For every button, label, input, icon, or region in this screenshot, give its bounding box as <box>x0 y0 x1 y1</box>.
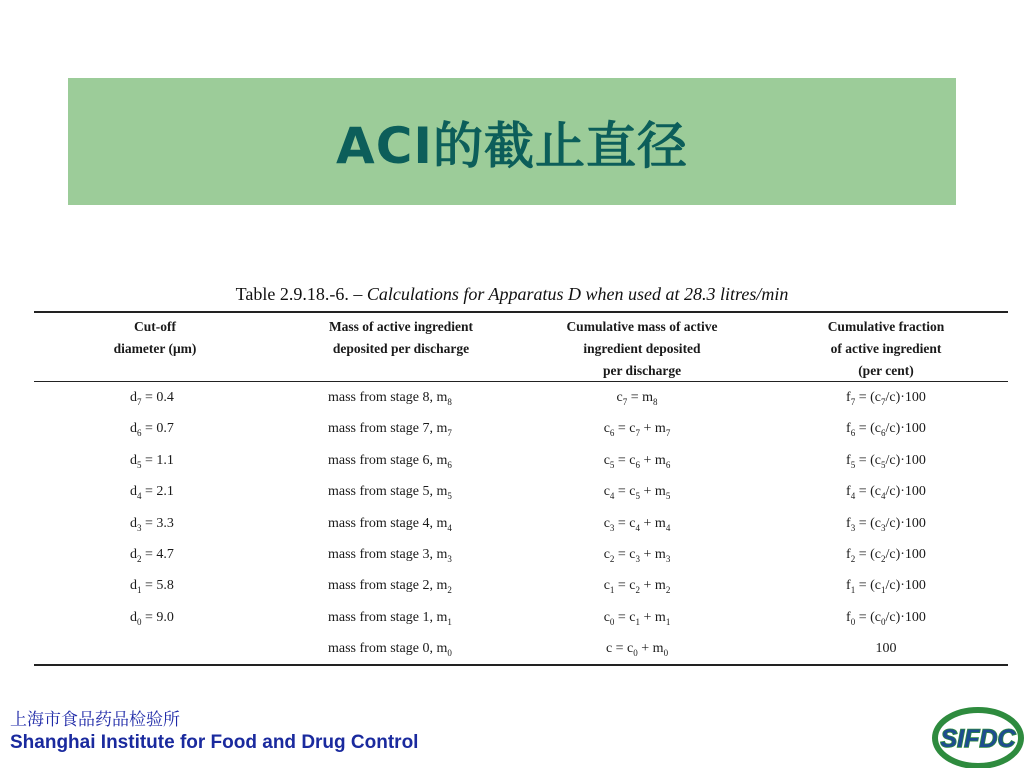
table-row <box>34 383 1008 414</box>
table-caption <box>0 284 1024 305</box>
table-row <box>34 477 1008 508</box>
mass-per-stage-cell: mass from stage 3, $m_3$ <box>328 546 452 564</box>
cumulative-fraction-cell: $f_5 = (c_5/c)\cdot 100$ <box>846 452 926 470</box>
mass-per-stage-cell: mass from stage 8, $m_8$ <box>328 390 452 407</box>
cumulative-mass-cell: $c_1 = c_2 + m_2$ <box>603 578 671 596</box>
title-banner <box>68 78 956 205</box>
header-line: Cumulative fraction <box>827 319 945 334</box>
table-top-rule <box>34 311 1008 313</box>
footer-org-chinese: 上海市食品药品检验所 <box>10 710 180 730</box>
mass-per-stage-cell: mass from stage 5, $m_5$ <box>328 484 452 501</box>
cutoff-diameter-cell: $d_3 = 3.3$ <box>130 515 174 533</box>
cumulative-fraction-cell: $f_1 = (c_1/c)\cdot 100$ <box>846 578 926 596</box>
cutoff-diameter-cell: $d_7 = 0.4$ <box>130 390 174 407</box>
mass-per-stage-cell: mass from stage 6, $m_6$ <box>328 452 452 470</box>
logo-text: SIFDC <box>940 725 1016 753</box>
cumulative-fraction-cell: $f_3 = (c_3/c)\cdot 100$ <box>846 515 926 533</box>
table-header-cell <box>796 316 976 382</box>
cumulative-fraction-cell: $f_2 = (c_2/c)\cdot 100$ <box>846 546 926 564</box>
cumulative-mass-cell: $c_5 = c_6 + m_6$ <box>603 452 671 470</box>
table-caption-text: Calculations for Apparatus D when used at 28.3 litres/min <box>366 284 789 304</box>
footer-org-english: Shanghai Institute for Food and Drug Control <box>10 732 419 753</box>
cumulative-fraction-cell: $f_0 = (c_0/c)\cdot 100$ <box>846 609 926 627</box>
header-line: Mass of active ingredient <box>328 319 474 334</box>
cumulative-mass-cell: $c_6 = c_7 + m_7$ <box>603 421 671 439</box>
cumulative-mass-cell: $c_2 = c_3 + m_3$ <box>603 546 671 564</box>
mass-per-stage-cell: mass from stage 7, $m_7$ <box>328 421 452 439</box>
cumulative-mass-cell: $c = c_0 + m_0$ <box>605 641 669 658</box>
table-row <box>34 571 1008 602</box>
table-row <box>34 414 1008 445</box>
header-line: diameter (μm) <box>113 341 197 356</box>
cutoff-diameter-cell: $d_0 = 9.0$ <box>130 609 174 627</box>
mass-per-stage-cell: mass from stage 1, $m_1$ <box>328 609 452 627</box>
cumulative-fraction-cell: $f_4 = (c_4/c)\cdot 100$ <box>846 484 926 501</box>
table-header <box>34 316 1008 380</box>
cutoff-diameter-cell: $d_2 = 4.7$ <box>130 546 174 564</box>
mass-per-stage-cell: mass from stage 4, $m_4$ <box>328 515 452 533</box>
header-line: per discharge <box>602 363 682 378</box>
table-header-cell <box>296 316 506 360</box>
cutoff-diameter-cell: $d_6 = 0.7$ <box>130 421 174 439</box>
cutoff-diameter-cell: $d_5 = 1.1$ <box>130 452 174 470</box>
cumulative-fraction-cell: 100 <box>875 641 897 657</box>
header-line: Cumulative mass of active <box>566 319 718 334</box>
table-row <box>34 603 1008 634</box>
table-header-cell <box>542 316 742 382</box>
header-line: of active ingredient <box>830 341 942 356</box>
cumulative-mass-cell: $c_7 = m_8$ <box>616 390 658 407</box>
table-caption-label: Table 2.9.18.-6. – <box>235 284 363 304</box>
table-row <box>34 446 1008 477</box>
cumulative-mass-cell: $c_0 = c_1 + m_1$ <box>603 609 671 627</box>
header-line: ingredient deposited <box>583 341 701 356</box>
cumulative-mass-cell: $c_4 = c_5 + m_5$ <box>603 484 671 501</box>
cutoff-diameter-cell: $d_4 = 2.1$ <box>130 484 174 501</box>
table-row <box>34 634 1008 665</box>
cumulative-fraction-cell: $f_7 = (c_7/c)\cdot 100$ <box>846 390 926 407</box>
header-line: Cut-off <box>134 319 176 334</box>
sifdc-logo <box>928 704 1024 768</box>
cutoff-diameter-cell: $d_1 = 5.8$ <box>130 578 174 596</box>
table-body <box>34 383 1008 666</box>
mass-per-stage-cell: mass from stage 2, $m_2$ <box>328 578 452 596</box>
cumulative-fraction-cell: $f_6 = (c_6/c)\cdot 100$ <box>846 421 926 439</box>
header-line: deposited per discharge <box>332 341 470 356</box>
mass-per-stage-cell: mass from stage 0, $m_0$ <box>328 641 452 658</box>
slide-title: ACI的截止直径 <box>336 116 688 175</box>
table-row <box>34 509 1008 540</box>
table-row <box>34 540 1008 571</box>
cumulative-mass-cell: $c_3 = c_4 + m_4$ <box>603 515 671 533</box>
table-header-cell <box>90 316 220 360</box>
header-line: (per cent) <box>858 363 914 378</box>
